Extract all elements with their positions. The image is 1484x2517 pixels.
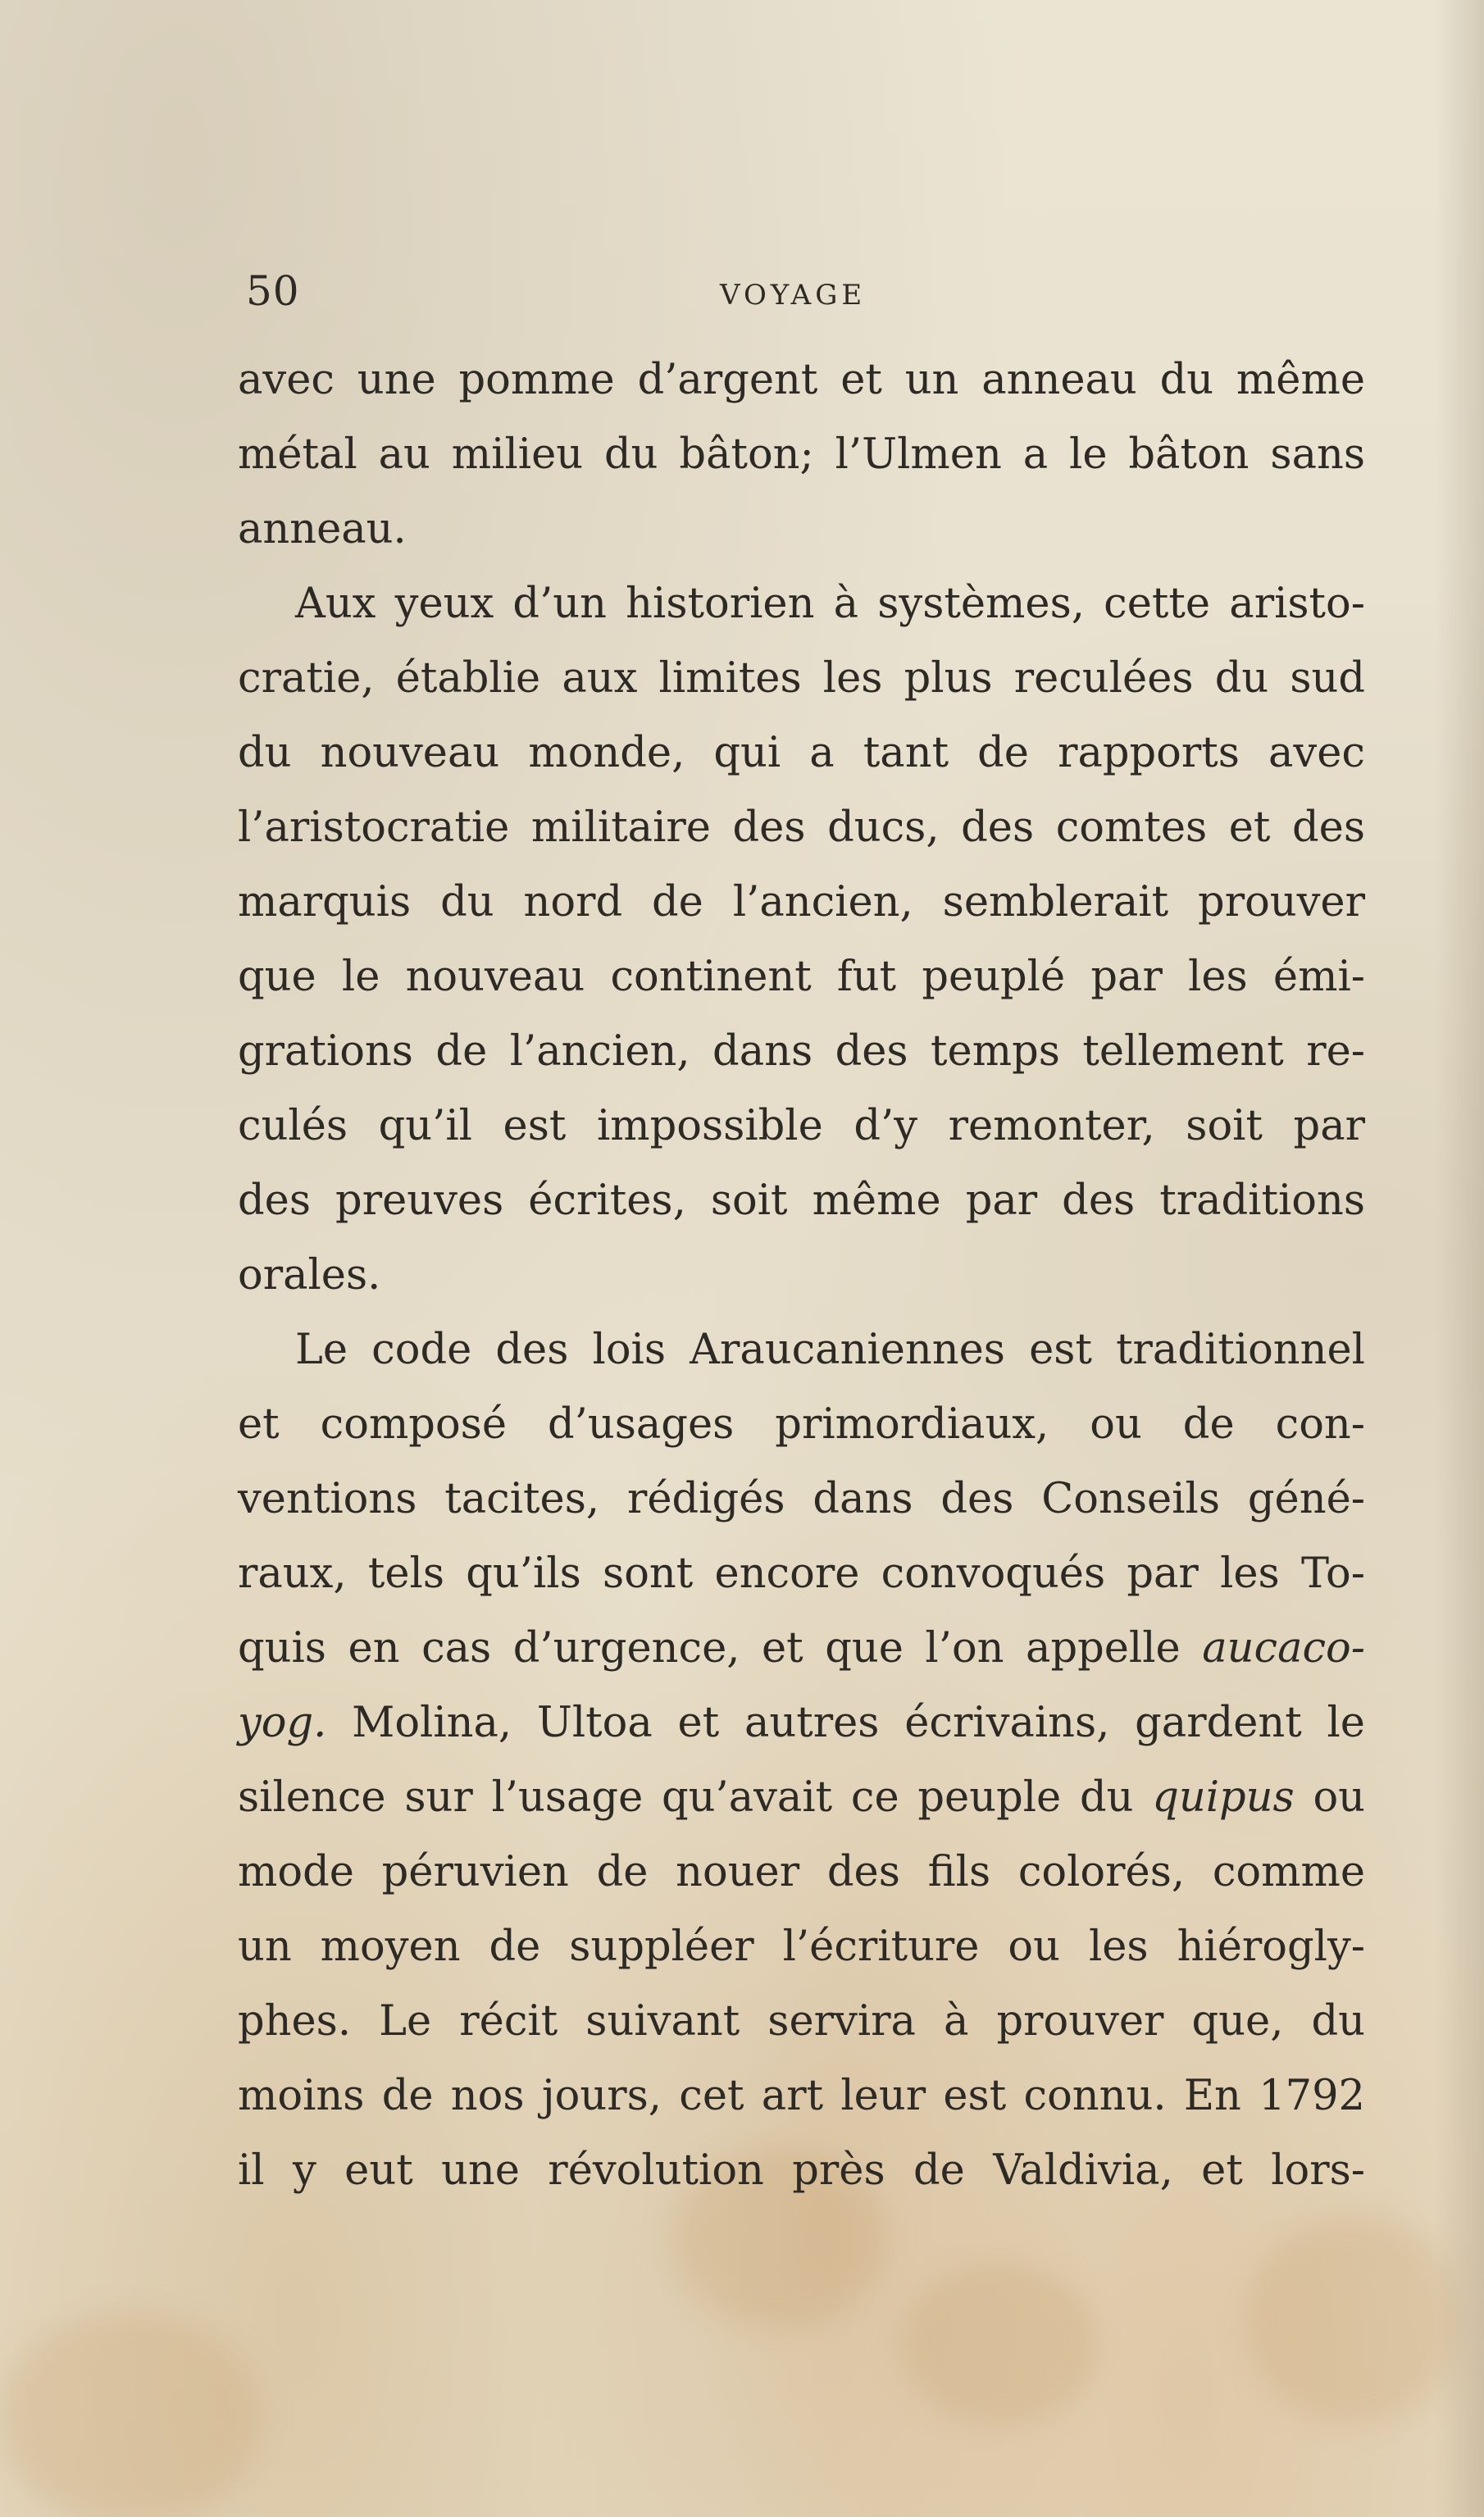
italic-term-aucacoyog: yog. xyxy=(238,1699,327,1747)
text-segment: culés qu’il est impossible d’y remonter, soit par xyxy=(238,1102,1365,1150)
page-edge-shadow xyxy=(1435,0,1484,2517)
text-line xyxy=(238,790,1365,865)
text-line xyxy=(238,2133,1365,2208)
foxing-stain xyxy=(902,2263,1099,2427)
foxing-stain xyxy=(1246,2214,1459,2427)
text-segment: phes. Le récit suivant servira à prouver que, du xyxy=(238,1997,1365,2046)
text-segment: Aux yeux d’un historien à systèmes, cette aristo- xyxy=(295,580,1365,628)
text-line xyxy=(238,1313,1365,1387)
foxing-stain xyxy=(0,2312,262,2517)
text-line xyxy=(238,1686,1365,1760)
text-segment: Le code des lois Araucaniennes est traditionnel xyxy=(295,1326,1365,1374)
text-line xyxy=(238,1387,1365,1462)
text-segment: cratie, établie aux limites les plus reculées du sud xyxy=(238,654,1365,703)
text-segment: que le nouveau continent fut peuplé par les émi- xyxy=(238,953,1365,1001)
text-segment: et composé d’usages primordiaux, ou de con- xyxy=(238,1400,1365,1449)
text-line xyxy=(238,1611,1365,1686)
page-number: 50 xyxy=(246,267,300,315)
text-line xyxy=(238,1014,1365,1089)
text-line xyxy=(238,1163,1365,1238)
text-segment: un moyen de suppléer l’écriture ou les hiérogly- xyxy=(238,1923,1365,1971)
text-line xyxy=(238,1984,1365,2059)
text-line xyxy=(238,343,1365,417)
text-line xyxy=(238,1238,1365,1313)
text-line xyxy=(238,1760,1365,1835)
text-segment: du nouveau monde, qui a tant de rapports avec xyxy=(238,729,1365,777)
text-segment: des preuves écrites, soit même par des traditions xyxy=(238,1177,1365,1225)
text-line xyxy=(238,2059,1365,2133)
text-segment: anneau. xyxy=(238,505,407,553)
text-line xyxy=(238,417,1365,492)
text-line xyxy=(238,865,1365,940)
text-line xyxy=(238,716,1365,790)
text-segment: Molina, Ultoa et autres écrivains, gardent le xyxy=(326,1699,1365,1747)
text-line xyxy=(238,492,1365,567)
text-segment: il y eut une révolution près de Valdivia, et lors- xyxy=(238,2146,1365,2195)
text-segment: ventions tacites, rédigés dans des Conseils géné- xyxy=(238,1475,1365,1523)
text-line xyxy=(238,1536,1365,1611)
text-line xyxy=(238,567,1365,641)
text-segment: grations de l’ancien, dans des temps tellement re- xyxy=(238,1027,1365,1076)
text-segment: avec une pomme d’argent et un anneau du même xyxy=(238,356,1365,404)
text-segment: moins de nos jours, cet art leur est connu. En 1792 xyxy=(238,2072,1365,2120)
running-title: VOYAGE xyxy=(720,279,867,312)
text-segment: quis en cas d’urgence, et que l’on appelle xyxy=(238,1624,1203,1673)
text-segment: marquis du nord de l’ancien, semblerait prouver xyxy=(238,878,1365,926)
text-line xyxy=(238,641,1365,716)
italic-term-aucacoyog: aucaco- xyxy=(1202,1624,1365,1673)
running-head xyxy=(246,267,1361,316)
italic-term-quipus: quipus xyxy=(1152,1773,1295,1822)
text-segment: mode péruvien de nouer des fils colorés, comme xyxy=(238,1848,1365,1896)
text-segment: ou xyxy=(1294,1773,1366,1822)
body-text xyxy=(238,343,1365,2208)
text-line xyxy=(238,1909,1365,1984)
text-segment: orales. xyxy=(238,1251,381,1299)
text-segment: l’aristocratie militaire des ducs, des comtes et des xyxy=(238,803,1365,852)
text-line xyxy=(238,1462,1365,1536)
text-segment: silence sur l’usage qu’avait ce peuple du xyxy=(238,1773,1153,1822)
text-line xyxy=(238,1835,1365,1909)
text-line xyxy=(238,940,1365,1014)
text-line xyxy=(238,1089,1365,1163)
text-segment: métal au milieu du bâton; l’Ulmen a le bâton sans xyxy=(238,430,1365,479)
text-segment: raux, tels qu’ils sont encore convoqués par les To- xyxy=(238,1550,1365,1598)
